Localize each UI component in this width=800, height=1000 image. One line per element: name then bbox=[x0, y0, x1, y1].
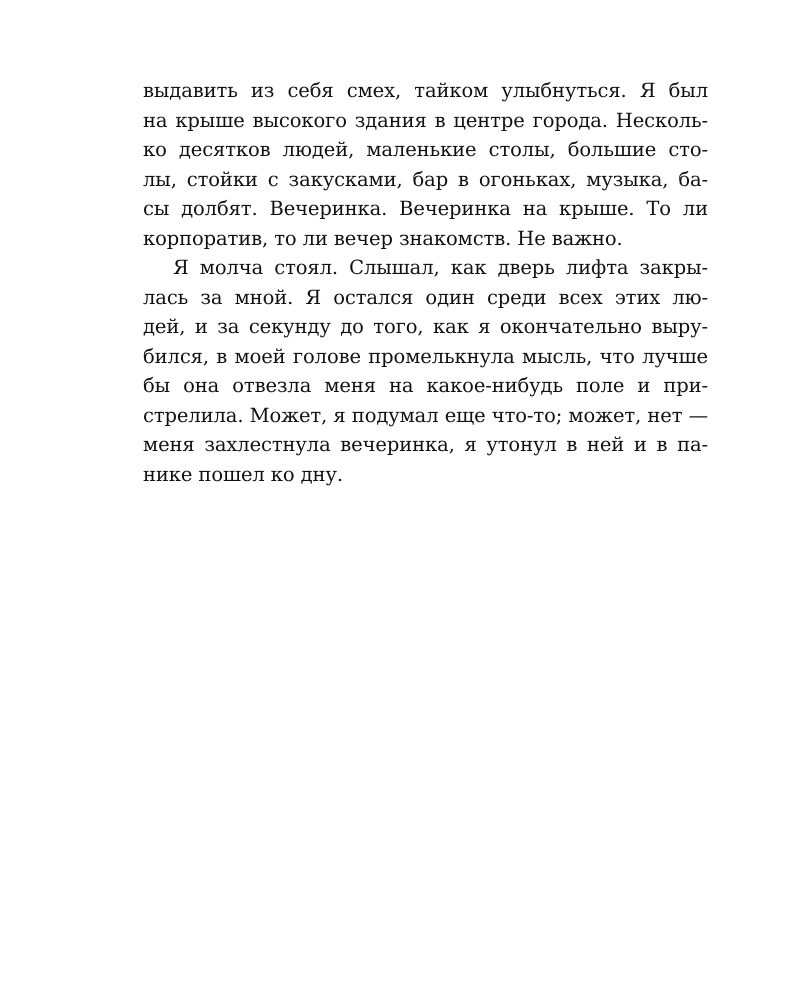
text-line: выдавить из себя смех, тайком улыбнуться. Я был bbox=[143, 79, 708, 102]
text-line: лы, стойки с закусками, бар в огоньках, музыка, ба- bbox=[143, 167, 708, 191]
text-line: Я молча стоял. Слышал, как дверь лифта закры- bbox=[173, 256, 708, 279]
text-line: на крыше высокого здания в центре города. Несколь- bbox=[143, 108, 708, 132]
text-line: лась за мной. Я остался один среди всех этих лю- bbox=[143, 285, 708, 309]
text-line: нике пошел ко дну. bbox=[143, 462, 343, 486]
text-line: сы долбят. Вечеринка. Вечеринка на крыше. То ли bbox=[143, 197, 708, 220]
text-line: бы она отвезла меня на какое-нибудь поле и при- bbox=[143, 374, 708, 397]
text-line: бился, в моей голове промелькнула мысль, что лучше bbox=[143, 344, 708, 368]
text-line: стрелила. Может, я подумал еще что-то; может, нет — bbox=[143, 403, 708, 427]
text-line: корпоратив, то ли вечер знакомств. Не важно. bbox=[143, 226, 623, 250]
text-line: ко десятков людей, маленькие столы, большие сто- bbox=[143, 138, 708, 161]
text-line: дей, и за секунду до того, как я окончательно выру- bbox=[143, 315, 708, 338]
body-text bbox=[143, 76, 708, 489]
text-line: меня захлестнула вечеринка, я утонул в ней и в па- bbox=[143, 433, 708, 456]
